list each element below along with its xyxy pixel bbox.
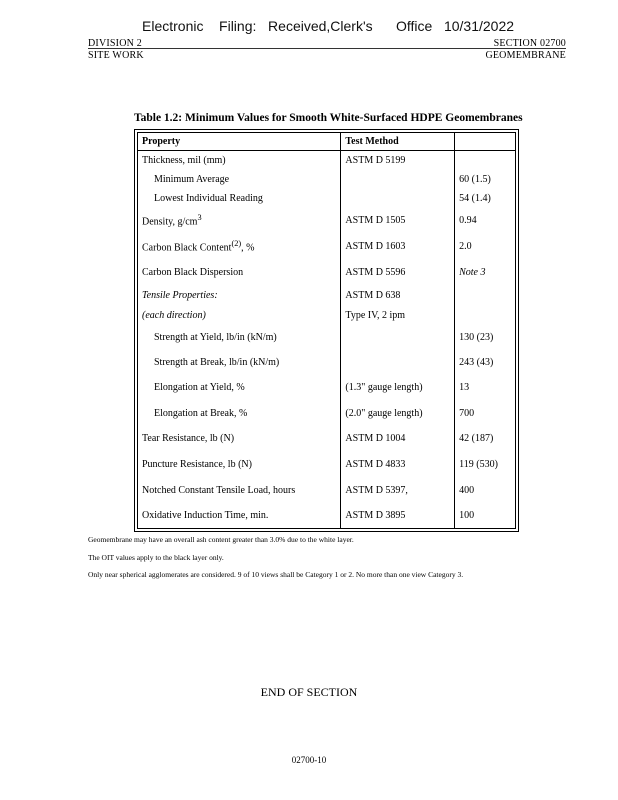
table-row — [138, 478, 516, 504]
property-cell: Puncture Resistance, lb (N) — [138, 452, 341, 478]
value-cell: 42 (187) — [455, 426, 516, 452]
table-row — [138, 151, 516, 170]
property-cell: Strength at Yield, lb/in (kN/m) — [138, 325, 341, 350]
property-cell: Elongation at Yield, % — [138, 375, 341, 401]
property-cell — [138, 234, 341, 260]
method-cell: ASTM D 5199 — [341, 151, 455, 170]
value-cell: 2.0 — [455, 234, 516, 260]
superscript: 3 — [197, 213, 202, 223]
footnote-3: Only near spherical agglomerates are considered. 9 of 10 views shall be Category 1 or 2. No more than one view Category 3. — [88, 570, 464, 579]
table-row — [138, 234, 516, 260]
table-row — [138, 189, 516, 208]
value-cell: 119 (530) — [455, 452, 516, 478]
properties-table — [137, 132, 516, 529]
page-number: 02700-10 — [291, 755, 327, 765]
method-cell — [341, 350, 455, 375]
table-row — [138, 375, 516, 401]
value-cell — [455, 151, 516, 170]
method-cell: Type IV, 2 ipm — [341, 306, 455, 325]
method-cell: ASTM D 638 — [341, 285, 455, 306]
division-label: DIVISION 2 — [88, 38, 142, 49]
method-cell — [341, 170, 455, 189]
table-row — [138, 208, 516, 234]
header-test-method: Test Method — [341, 133, 455, 151]
value-cell: 100 — [455, 504, 516, 529]
property-cell: Notched Constant Tensile Load, hours — [138, 478, 341, 504]
section-title: GEOMEMBRANE — [485, 50, 566, 61]
value-cell: 700 — [455, 401, 516, 426]
property-cell: Lowest Individual Reading — [138, 189, 341, 208]
footnote-2: The OIT values apply to the black layer only. — [88, 553, 224, 562]
table-row — [138, 452, 516, 478]
efiling-stamp: Electronic Filing: Received,Clerk's Office 10/31/2022 — [142, 18, 515, 34]
value-cell: 0.94 — [455, 208, 516, 234]
property-cell: Carbon Black Dispersion — [138, 260, 341, 285]
property-cell: Strength at Break, lb/in (kN/m) — [138, 350, 341, 375]
method-cell: (1.3" gauge length) — [341, 375, 455, 401]
method-cell: ASTM D 1603 — [341, 234, 455, 260]
header-divider — [88, 48, 566, 49]
method-cell: ASTM D 3895 — [341, 504, 455, 529]
value-cell: 243 (43) — [455, 350, 516, 375]
method-cell: (2.0" gauge length) — [341, 401, 455, 426]
end-of-section: END OF SECTION — [260, 685, 358, 699]
table-row — [138, 306, 516, 325]
method-cell: ASTM D 1505 — [341, 208, 455, 234]
property-cell: (each direction) — [138, 306, 341, 325]
properties-table-frame — [134, 129, 519, 532]
value-cell: Note 3 — [455, 260, 516, 285]
table-row — [138, 401, 516, 426]
property-suffix: , % — [241, 242, 255, 254]
method-cell: ASTM D 1004 — [341, 426, 455, 452]
value-cell: 60 (1.5) — [455, 170, 516, 189]
table-row — [138, 260, 516, 285]
footnote-1: Geomembrane may have an overall ash content greater than 3.0% due to the white layer. — [88, 535, 354, 544]
property-text: Density, g/cm — [142, 216, 198, 228]
header-value — [455, 133, 516, 151]
table-title: Table 1.2: Minimum Values for Smooth White-Surfaced HDPE Geomembranes — [134, 112, 523, 124]
property-cell: Elongation at Break, % — [138, 401, 341, 426]
value-cell — [455, 306, 516, 325]
property-cell: Tear Resistance, lb (N) — [138, 426, 341, 452]
value-cell: 13 — [455, 375, 516, 401]
property-text: Carbon Black Content — [142, 242, 232, 254]
table-row — [138, 426, 516, 452]
method-cell: ASTM D 4833 — [341, 452, 455, 478]
value-cell: 130 (23) — [455, 325, 516, 350]
table-header-row — [138, 133, 516, 151]
superscript: (2) — [231, 239, 242, 249]
table-row — [138, 325, 516, 350]
value-cell: 400 — [455, 478, 516, 504]
value-cell: 54 (1.4) — [455, 189, 516, 208]
header-property: Property — [138, 133, 341, 151]
section-number: SECTION 02700 — [493, 38, 566, 49]
property-cell: Tensile Properties: — [138, 285, 341, 306]
table-row — [138, 350, 516, 375]
table-row — [138, 285, 516, 306]
table-row — [138, 504, 516, 529]
table-row — [138, 170, 516, 189]
method-cell: ASTM D 5596 — [341, 260, 455, 285]
subdivision-label: SITE WORK — [88, 50, 144, 61]
value-cell — [455, 285, 516, 306]
property-cell: Thickness, mil (mm) — [138, 151, 341, 170]
method-cell — [341, 189, 455, 208]
property-cell: Oxidative Induction Time, min. — [138, 504, 341, 529]
method-cell: ASTM D 5397, — [341, 478, 455, 504]
method-cell — [341, 325, 455, 350]
property-cell — [138, 208, 341, 234]
property-cell: Minimum Average — [138, 170, 341, 189]
